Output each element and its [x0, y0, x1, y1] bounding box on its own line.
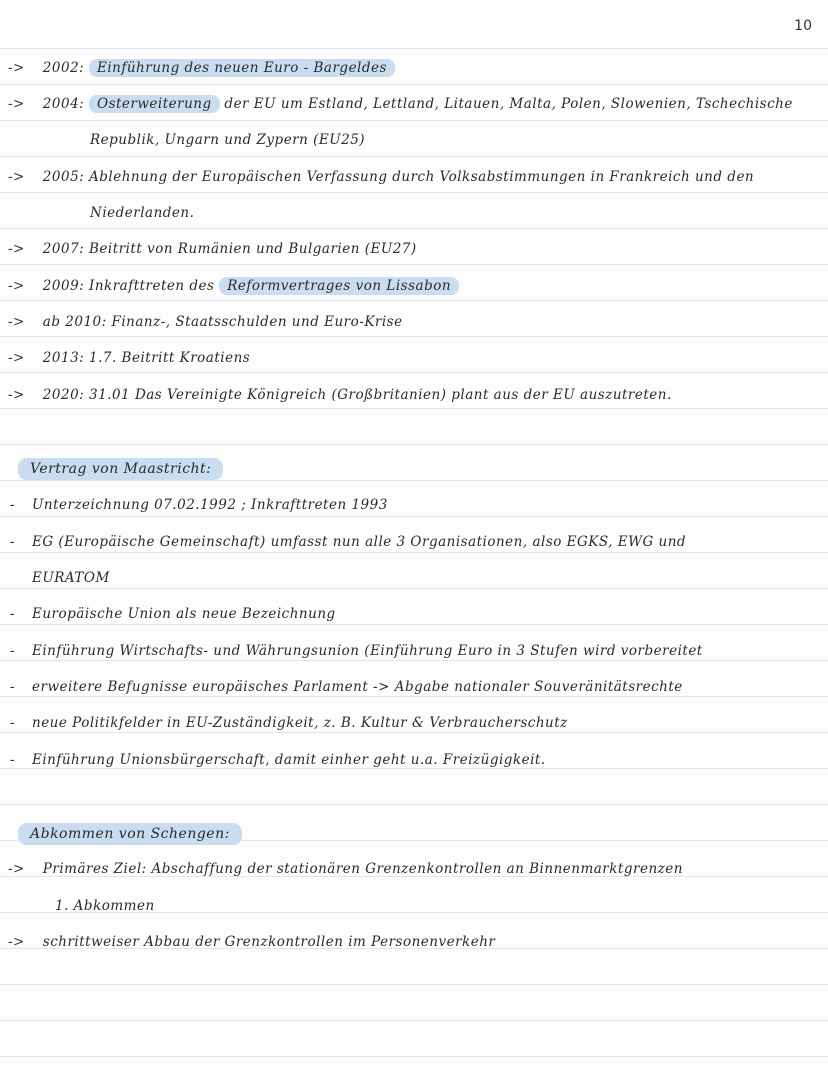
timeline-entry-2009	[0, 268, 828, 304]
arrow: ->	[8, 278, 25, 294]
year: 2007:	[42, 241, 85, 257]
item-text: Einführung Wirtschafts- und Währungsunion (Einführung Euro in 3 Stufen wird vorbereitet	[32, 643, 703, 659]
year: 2004:	[42, 96, 85, 112]
schengen-heading: Abkommen von Schengen:	[18, 823, 242, 845]
timeline-entry-2020	[0, 377, 828, 413]
timeline-entry-2007	[0, 231, 828, 267]
list-item: - Einführung Wirtschafts- und Währungsunion (Einführung Euro in 3 Stufen wird vorbereitet	[10, 643, 703, 659]
schengen-line	[0, 851, 828, 887]
entry-text: 1.7. Beitritt Kroatiens	[89, 350, 251, 366]
arrow: ->	[8, 96, 25, 112]
item-text: Unterzeichnung 07.02.1992 ; Inkrafttreten 1993	[32, 497, 388, 513]
line-text: schrittweiser Abbau der Grenzkontrollen im Personenverkehr	[42, 934, 496, 950]
entry-text: Inkrafttreten des	[89, 278, 215, 294]
item-text: erweitere Befugnisse europäisches Parlament -> Abgabe nationaler Souveränitätsrechte	[32, 679, 683, 695]
page-number: 10	[794, 18, 812, 34]
arrow: ->	[8, 350, 25, 366]
arrow: ->	[8, 241, 25, 257]
item-text: neue Politikfelder in EU-Zuständigkeit, z. B. Kultur & Verbraucherschutz	[32, 715, 568, 731]
entry-text: der EU um Estland, Lettland, Litauen, Malta, Polen, Slowenien, Tschechische	[224, 96, 793, 112]
list-item: - Einführung Unionsbürgerschaft, damit einher geht u.a. Freizügigkeit.	[10, 752, 546, 768]
year: 2020:	[42, 387, 85, 403]
line-text: Primäres Ziel: Abschaffung der stationären Grenzenkontrollen an Binnenmarktgrenzen	[42, 861, 683, 877]
timeline-entry-2010	[0, 304, 828, 340]
list-item: - Unterzeichnung 07.02.1992 ; Inkrafttreten 1993	[10, 497, 388, 513]
year: 2009:	[42, 278, 85, 294]
timeline-continuation: Republik, Ungarn und Zypern (EU25)	[90, 132, 366, 148]
timeline-entry-2002	[0, 50, 828, 86]
highlight-text: Reformvertrages von Lissabon	[219, 277, 459, 295]
arrow: ->	[8, 314, 25, 330]
year: ab 2010:	[42, 314, 107, 330]
highlight-text: Einführung des neuen Euro - Bargeldes	[89, 59, 395, 77]
item-text: Einführung Unionsbürgerschaft, damit einher geht u.a. Freizügigkeit.	[32, 752, 546, 768]
list-item: - Europäische Union als neue Bezeichnung	[10, 606, 336, 622]
timeline-entry-2013	[0, 340, 828, 376]
entry-text: 31.01 Das Vereinigte Königreich (Großbritanien) plant aus der EU auszutreten.	[89, 387, 672, 403]
timeline-entry-2004	[0, 86, 828, 122]
item-text: Europäische Union als neue Bezeichnung	[32, 606, 336, 622]
timeline-entry-2005	[0, 159, 828, 195]
arrow: ->	[8, 934, 25, 950]
highlight-text: Osterweiterung	[89, 95, 220, 113]
list-item: - EG (Europäische Gemeinschaft) umfasst nun alle 3 Organisationen, also EGKS, EWG und	[10, 534, 687, 550]
maastricht-heading: Vertrag von Maastricht:	[18, 458, 223, 480]
list-item: - neue Politikfelder in EU-Zuständigkeit, z. B. Kultur & Verbraucherschutz	[10, 715, 568, 731]
list-continuation: EURATOM	[32, 570, 110, 586]
year: 2005:	[42, 169, 85, 185]
list-item: - erweitere Befugnisse europäisches Parlament -> Abgabe nationaler Souveränitätsrechte	[10, 679, 683, 695]
entry-text: Beitritt von Rumänien und Bulgarien (EU27)	[89, 241, 417, 257]
year: 2013:	[42, 350, 85, 366]
schengen-continuation: 1. Abkommen	[55, 898, 155, 914]
year: 2002:	[42, 60, 85, 76]
arrow: ->	[8, 861, 25, 877]
schengen-line	[0, 924, 828, 960]
arrow: ->	[8, 60, 25, 76]
timeline-continuation: Niederlanden.	[90, 205, 195, 221]
entry-text: Ablehnung der Europäischen Verfassung durch Volksabstimmungen in Frankreich und den	[89, 169, 755, 185]
entry-text: Finanz-, Staatsschulden und Euro-Krise	[111, 314, 403, 330]
arrow: ->	[8, 169, 25, 185]
arrow: ->	[8, 387, 25, 403]
item-text: EG (Europäische Gemeinschaft) umfasst nun alle 3 Organisationen, also EGKS, EWG und	[32, 534, 687, 550]
